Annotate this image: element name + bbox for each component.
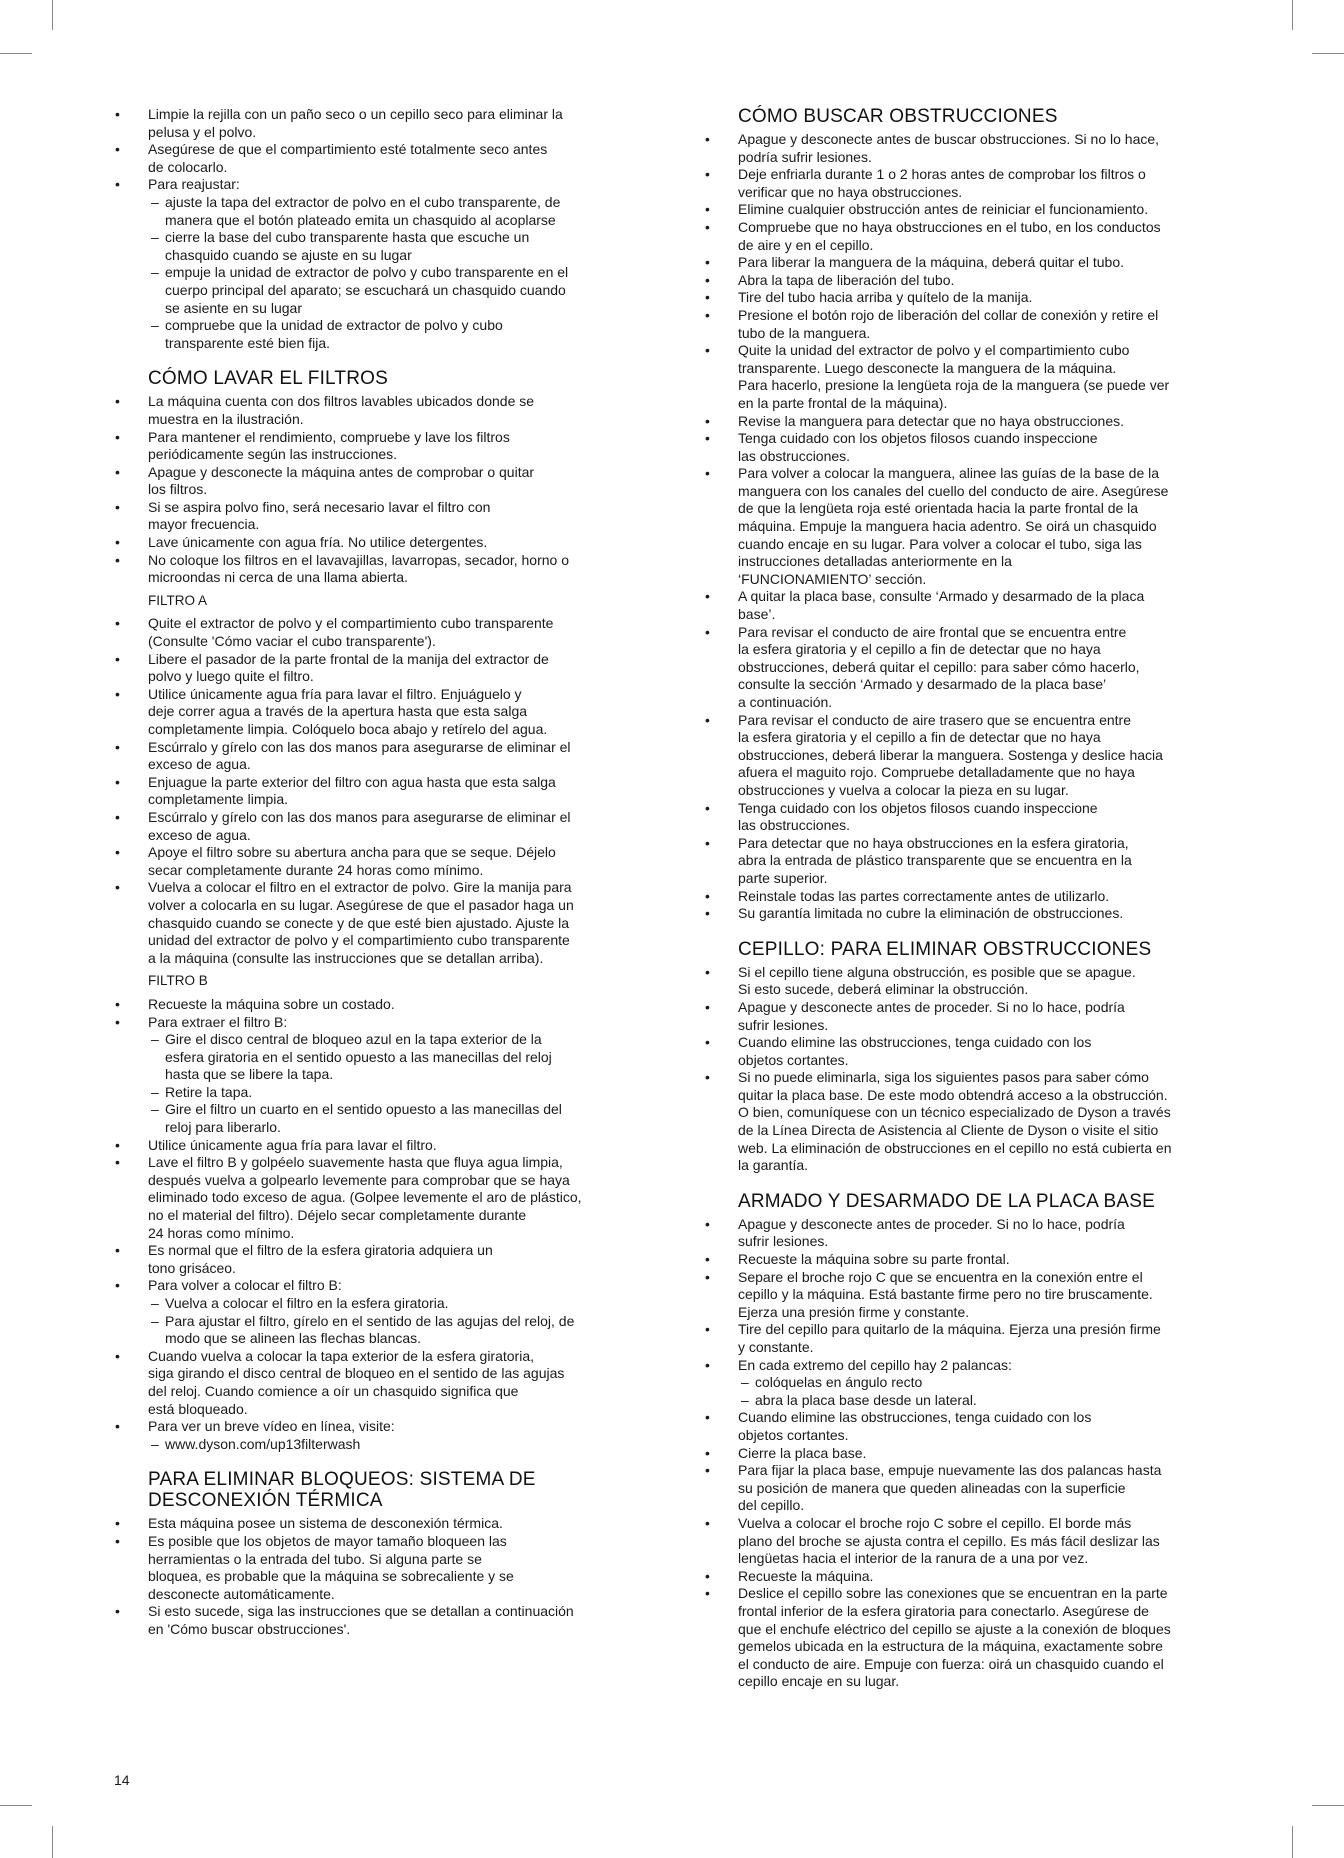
bullet-item	[115, 774, 655, 809]
bullet-item	[705, 835, 1265, 888]
left-column	[115, 106, 655, 1639]
bullet-text: Recueste la máquina sobre su parte frontal.	[738, 1251, 1010, 1268]
bullet-text: Si esto sucede, siga las instrucciones que se detallan a continuación en 'Cómo buscar obstrucciones'.	[148, 1603, 574, 1637]
bullet-icon: •	[115, 808, 120, 825]
bullet-icon: •	[115, 428, 120, 445]
sub-item	[151, 264, 655, 317]
bullet-icon: •	[705, 623, 710, 640]
bullet-icon: •	[115, 551, 120, 568]
bullet-item	[705, 272, 1265, 290]
crop-mark	[1292, 1826, 1293, 1858]
bullet-icon: •	[115, 1418, 120, 1435]
bullet-text: Apague y desconecte antes de buscar obstrucciones. Si no lo hace, podría sufrir lesiones.	[738, 131, 1160, 165]
bullet-item	[705, 1321, 1265, 1356]
bullet-text: Recueste la máquina sobre un costado.	[148, 995, 395, 1012]
bullet-icon: •	[115, 393, 120, 410]
bullet-icon: •	[705, 1321, 710, 1338]
section	[705, 939, 1265, 1175]
bullet-text: Para reajustar:	[148, 176, 240, 193]
bullet-item	[705, 905, 1265, 923]
sub-item-text: abra la placa base desde un lateral.	[755, 1391, 977, 1408]
page-number: 14	[114, 1772, 130, 1788]
bullet-item	[115, 552, 655, 587]
dash-icon: –	[151, 1101, 159, 1118]
bullet-item	[115, 1137, 655, 1155]
bullet-icon: •	[115, 738, 120, 755]
dash-icon: –	[741, 1374, 749, 1391]
sub-item-text: Retire la tapa.	[165, 1083, 253, 1100]
crop-mark	[1312, 53, 1344, 54]
bullet-text: Apoye el filtro sobre su abertura ancha para que se seque. Déjelo secar completamente durante 24 horas como mínimo.	[148, 844, 556, 878]
dash-icon: –	[151, 1312, 159, 1329]
sub-item-text: compruebe que la unidad de extractor de polvo y cubo transparente esté bien fija.	[165, 317, 503, 351]
section	[115, 368, 655, 1453]
sub-item-text: Vuelva a colocar el filtro en la esfera giratoria.	[165, 1295, 449, 1311]
subsection-label: FILTRO B	[148, 973, 208, 989]
bullet-icon: •	[705, 1069, 710, 1086]
bullet-item	[115, 809, 655, 844]
bullet-icon: •	[705, 834, 710, 851]
bullet-item	[705, 624, 1265, 712]
dash-icon: –	[741, 1391, 749, 1408]
bullet-item	[115, 686, 655, 739]
bullet-icon: •	[705, 271, 710, 288]
bullet-text: Para revisar el conducto de aire frontal que se encuentra entre la esfera giratoria y el cepillo a fin de detectar que no haya obstrucciones, deberá quitar el cepillo: para saber cómo hacerlo, consulte la sección ‘Armado y desarmado de la placa base’ a continuación.	[738, 623, 1140, 710]
crop-mark	[1312, 1805, 1344, 1806]
bullet-text: Deslice el cepillo sobre las conexiones que se encuentran en la parte frontal inferior de la esfera giratoria para conectarlo. Asegúrese de que el enchufe eléctrico del cepillo se ajuste a la conexión de bloques gemelos ubicada en la estructura de la máquina, exactamente sobre el conducto de aire. Empuje con fuerza: oirá un chasquido cuando el cepillo encaje en su lugar.	[738, 1585, 1171, 1690]
bullet-icon: •	[705, 1444, 710, 1461]
bullet-text: Tire del tubo hacia arriba y quítelo de la manija.	[738, 289, 1033, 306]
sub-item	[151, 1436, 655, 1454]
bullet-item	[705, 964, 1265, 999]
bullet-text: Utilice únicamente agua fría para lavar el filtro.	[148, 1136, 437, 1153]
sub-item	[151, 1313, 655, 1348]
bullet-item	[705, 254, 1265, 272]
bullet-item	[115, 844, 655, 879]
dash-icon: –	[151, 317, 159, 334]
section	[705, 1191, 1265, 1691]
dash-icon: –	[151, 1435, 159, 1452]
bullet-item	[115, 1533, 655, 1603]
bullet-icon: •	[705, 799, 710, 816]
bullet-item	[115, 1242, 655, 1277]
bullet-text: Para volver a colocar la manguera, alinee las guías de la base de la manguera con los canales del cuello del conducto de aire. Asegúrese de que la lengüeta roja esté orientada hacia la parte frontal de la máquina. Empuje la manguera hacia adentro. Se oirá un chasquido cuando encaje en su lugar. Para volver a colocar el tubo, siga las instrucciones detalladas anteriormente en la ‘FUNCIONAMIENTO’ sección.	[738, 465, 1169, 587]
bullet-item	[115, 534, 655, 552]
bullet-text: En cada extremo del cepillo hay 2 palancas:	[738, 1356, 1012, 1373]
bullet-icon: •	[115, 463, 120, 480]
bullet-text: Utilice únicamente agua fría para lavar el filtro. Enjuáguelo y deje correr agua a través de la apertura hasta que esta salga completamente limpia. Colóquelo boca abajo y retírelo del agua.	[148, 685, 548, 737]
bullet-text: Limpie la rejilla con un paño seco o un cepillo seco para eliminar la pelusa y el polvo.	[148, 106, 563, 140]
bullet-item	[115, 739, 655, 774]
bullet-text: Escúrralo y gírelo con las dos manos para asegurarse de eliminar el exceso de agua.	[148, 738, 571, 773]
bullet-icon: •	[115, 176, 120, 193]
dash-icon: –	[151, 264, 159, 281]
bullet-text: Su garantía limitada no cubre la eliminación de obstrucciones.	[738, 905, 1124, 922]
bullet-icon: •	[115, 534, 120, 551]
bullet-item	[705, 219, 1265, 254]
bullet-icon: •	[705, 289, 710, 306]
bullet-icon: •	[115, 879, 120, 896]
bullet-icon: •	[705, 1514, 710, 1531]
bullet-icon: •	[115, 615, 120, 632]
bullet-text: Si se aspira polvo fino, será necesario lavar el filtro con mayor frecuencia.	[148, 498, 491, 533]
bullet-icon: •	[115, 1013, 120, 1030]
bullet-item	[705, 289, 1265, 307]
bullet-text: Lave el filtro B y golpéelo suavemente hasta que fluya agua limpia, después vuelva a golpearlo levemente para comprobar que se haya eliminado todo exceso de agua. (Golpee levemente el aro de plástico, no el material del filtro). Déjelo secar completamente durante 24 horas como mínimo.	[148, 1154, 582, 1241]
bullet-item	[705, 1585, 1265, 1691]
bullet-icon: •	[115, 1242, 120, 1259]
bullet-icon: •	[115, 141, 120, 158]
bullet-text: Revise la manguera para detectar que no haya obstrucciones.	[738, 412, 1125, 429]
crop-mark	[52, 1826, 53, 1858]
section-heading: CÓMO BUSCAR OBSTRUCCIONES	[738, 106, 1058, 127]
bullet-item	[705, 588, 1265, 623]
bullet-icon: •	[115, 650, 120, 667]
bullet-text: Cuando elimine las obstrucciones, tenga cuidado con los objetos cortantes.	[738, 1034, 1092, 1068]
sub-item-text: colóquelas en ángulo recto	[755, 1374, 923, 1391]
bullet-item	[705, 1445, 1265, 1463]
section-heading: CÓMO LAVAR EL FILTROS	[148, 368, 388, 390]
sub-item-text: cierre la base del cubo transparente hasta que escuche un chasquido cuando se ajuste en su lugar	[165, 229, 530, 263]
bullet-item	[705, 131, 1265, 166]
bullet-text: Cierre la placa base.	[738, 1444, 867, 1461]
bullet-item	[115, 1348, 655, 1418]
sub-item	[151, 317, 655, 352]
sub-item-text: Gire el filtro un cuarto en el sentido opuesto a las manecillas del reloj para liberarlo.	[165, 1101, 562, 1136]
bullet-item	[705, 1568, 1265, 1586]
bullet-item	[115, 996, 655, 1014]
bullet-icon: •	[115, 1532, 120, 1549]
bullet-text: Compruebe que no haya obstrucciones en el tubo, en los conductos de aire y en el cepillo.	[738, 218, 1161, 253]
bullet-icon: •	[705, 412, 710, 429]
bullet-text: Elimine cualquier obstrucción antes de reiniciar el funcionamiento.	[738, 201, 1149, 218]
bullet-icon: •	[705, 465, 710, 482]
bullet-icon: •	[705, 588, 710, 605]
bullet-item	[705, 1462, 1265, 1515]
bullet-text: Reinstale todas las partes correctamente antes de utilizarlo.	[738, 887, 1110, 904]
bullet-text: Tenga cuidado con los objetos filosos cuando inspeccione las obstrucciones.	[738, 799, 1098, 834]
sub-item-text: Para ajustar el filtro, gírelo en el sentido de las agujas del reloj, de modo que se alineen las flechas blancas.	[165, 1312, 575, 1347]
bullet-item	[115, 393, 655, 428]
bullet-item	[115, 1277, 655, 1347]
bullet-item	[705, 888, 1265, 906]
section-heading: CEPILLO: PARA ELIMINAR OBSTRUCCIONES	[738, 938, 1152, 960]
bullet-icon: •	[705, 963, 710, 980]
section-heading: PARA ELIMINAR BLOQUEOS: SISTEMA DE DESCONEXIÓN TÉRMICA	[148, 1469, 536, 1512]
video-link[interactable]: www.dyson.com/up13filterwash	[165, 1435, 361, 1452]
bullet-item	[115, 429, 655, 464]
bullet-text: Lave únicamente con agua fría. No utilice detergentes.	[148, 534, 488, 551]
bullet-text: Asegúrese de que el compartimiento esté totalmente seco antes de colocarlo.	[148, 141, 548, 175]
bullet-item	[115, 879, 655, 967]
sub-item-text: Gire el disco central de bloqueo azul en la tapa exterior de la esfera giratoria en el sentido opuesto a las manecillas del reloj hasta que se libere la tapa.	[165, 1031, 552, 1083]
bullet-text: Si no puede eliminarla, siga los siguientes pasos para saber cómo quitar la placa base. De este modo obtendrá acceso a la obstrucción. O bien, comuníquese con un técnico especializado de Dyson a través de la Línea Directa de Asistencia al Cliente de Dyson o visite el sitio web. La eliminación de obstrucciones en el cepillo no está cubierta en la garantía.	[738, 1069, 1172, 1174]
dash-icon: –	[151, 1295, 159, 1311]
bullet-text: Recueste la máquina.	[738, 1567, 874, 1584]
bullet-text: La máquina cuenta con dos filtros lavables ubicados donde se muestra en la ilustración.	[148, 393, 535, 427]
section	[705, 106, 1265, 923]
bullet-icon: •	[705, 1462, 710, 1479]
sub-item-text: empuje la unidad de extractor de polvo y cubo transparente en el cuerpo principal del aparato; se escuchará un chasquido cuando se asiente en su lugar	[165, 264, 569, 316]
bullet-text: Para ver un breve vídeo en línea, visite:	[148, 1418, 395, 1435]
bullet-icon: •	[705, 998, 710, 1015]
bullet-text: Abra la tapa de liberación del tubo.	[738, 271, 955, 288]
bullet-text: Vuelva a colocar el broche rojo C sobre el cepillo. El borde más plano del broche se ajusta contra el cepillo. Es más fácil deslizar las lengüetas hacia el interior de la ranura de a una por vez.	[738, 1514, 1160, 1567]
sub-item	[741, 1392, 1265, 1410]
bullet-text: Tire del cepillo para quitarlo de la máquina. Ejerza una presión firme y constante.	[738, 1321, 1161, 1355]
dash-icon: –	[151, 1031, 159, 1048]
crop-mark	[52, 0, 53, 30]
bullet-icon: •	[705, 1585, 710, 1602]
bullet-item	[115, 651, 655, 686]
bullet-text: Apague y desconecte antes de proceder. Si no lo hace, podría sufrir lesiones.	[738, 1215, 1125, 1250]
bullet-text: Para fijar la placa base, empuje nuevamente las dos palancas hasta su posición de manera que queden alineadas con la superficie del cepillo.	[738, 1462, 1162, 1514]
bullet-item	[115, 1603, 655, 1638]
bullet-item	[115, 499, 655, 534]
bullet-icon: •	[705, 1034, 710, 1051]
crop-mark	[0, 53, 32, 54]
bullet-text: Presione el botón rojo de liberación del collar de conexión y retire el tubo de la manguera.	[738, 306, 1159, 341]
bullet-text: Enjuague la parte exterior del filtro con agua hasta que esta salga completamente limpia.	[148, 773, 556, 808]
dash-icon: –	[151, 229, 159, 246]
bullet-item	[115, 1154, 655, 1242]
bullet-icon: •	[705, 430, 710, 447]
bullet-item	[705, 342, 1265, 412]
bullet-item	[705, 1034, 1265, 1069]
bullet-icon: •	[705, 1215, 710, 1232]
bullet-text: Apague y desconecte antes de proceder. Si no lo hace, podría sufrir lesiones.	[738, 998, 1125, 1033]
bullet-text: Para revisar el conducto de aire trasero que se encuentra entre la esfera giratoria y el cepillo a fin de detectar que no haya obstrucciones, deberá liberar la manguera. Sostenga y deslice hacia afuera el maguito rojo. Compruebe detalladamente que no haya obstrucciones y vuelva a colocar la pieza en su lugar.	[738, 711, 1163, 798]
bullet-icon: •	[115, 1277, 120, 1294]
bullet-text: Cuando vuelva a colocar la tapa exterior de la esfera giratoria, siga girando el disco central de bloqueo en el sentido de las agujas del reloj. Cuando comience a oír un chasquido significa que está bloqueado.	[148, 1347, 565, 1417]
bullet-icon: •	[705, 201, 710, 218]
bullet-text: Quite el extractor de polvo y el compartimiento cubo transparente (Consulte 'Cómo vaciar el cubo transparente').	[148, 615, 554, 650]
bullet-item	[705, 465, 1265, 588]
bullet-icon: •	[705, 342, 710, 359]
dash-icon: –	[151, 1083, 159, 1100]
bullet-icon: •	[705, 1409, 710, 1426]
crop-mark	[0, 1805, 32, 1806]
bullet-icon: •	[705, 1251, 710, 1268]
bullet-item	[705, 999, 1265, 1034]
bullet-item	[705, 1216, 1265, 1251]
bullet-text: Quite la unidad del extractor de polvo y el compartimiento cubo transparente. Luego desconecte la manguera de la máquina. Para hacerlo, presione la lengüeta roja de la manguera (se puede ver en la parte frontal de la máquina).	[738, 342, 1170, 411]
bullet-icon: •	[705, 218, 710, 235]
bullet-item	[115, 1418, 655, 1453]
bullet-icon: •	[115, 106, 120, 122]
bullet-item	[705, 1357, 1265, 1410]
bullet-item	[705, 1069, 1265, 1175]
bullet-item	[115, 464, 655, 499]
bullet-text: Para mantener el rendimiento, compruebe y lave los filtros periódicamente según las instrucciones.	[148, 428, 510, 463]
sub-item	[741, 1374, 1265, 1392]
bullet-icon: •	[705, 1268, 710, 1285]
bullet-icon: •	[705, 306, 710, 323]
bullet-text: Deje enfriarla durante 1 o 2 horas antes de comprobar los filtros o verificar que no haya obstrucciones.	[738, 166, 1146, 200]
section-heading: ARMADO Y DESARMADO DE LA PLACA BASE	[738, 1190, 1156, 1212]
bullet-text: Cuando elimine las obstrucciones, tenga cuidado con los objetos cortantes.	[738, 1409, 1092, 1443]
bullet-icon: •	[115, 844, 120, 861]
crop-mark	[1292, 0, 1293, 30]
bullet-icon: •	[705, 711, 710, 728]
bullet-item	[705, 1269, 1265, 1322]
bullet-icon: •	[115, 1347, 120, 1364]
bullet-text: Para detectar que no haya obstrucciones en la esfera giratoria, abra la entrada de plástico transparente que se encuentra en la parte superior.	[738, 834, 1132, 886]
bullet-text: Tenga cuidado con los objetos filosos cuando inspeccione las obstrucciones.	[738, 430, 1098, 464]
bullet-text: A quitar la placa base, consulte ‘Armado y desarmado de la placa base’.	[738, 588, 1145, 623]
bullet-icon: •	[115, 685, 120, 702]
bullet-item	[115, 615, 655, 650]
bullet-icon: •	[115, 1515, 120, 1532]
bullet-icon: •	[705, 166, 710, 183]
bullet-text: Para extraer el filtro B:	[148, 1013, 288, 1030]
bullet-text: Escúrralo y gírelo con las dos manos para asegurarse de eliminar el exceso de agua.	[148, 808, 571, 843]
bullet-icon: •	[705, 1567, 710, 1584]
bullet-item	[705, 166, 1265, 201]
dash-icon: –	[151, 193, 159, 210]
section	[115, 1469, 655, 1638]
bullet-item	[705, 1251, 1265, 1269]
bullet-item	[705, 307, 1265, 342]
sub-item	[151, 229, 655, 264]
bullet-item	[705, 712, 1265, 800]
bullet-item	[115, 1014, 655, 1137]
bullet-icon: •	[705, 1356, 710, 1373]
bullet-icon: •	[705, 254, 710, 271]
bullet-text: Vuelva a colocar el filtro en el extractor de polvo. Gire la manija para volver a colocarla en su lugar. Asegúrese de que el pasador haga un chasquido cuando se conecte y de que esté bien ajustado. Ajuste la unidad del extractor de polvo y el compartimiento cubo transparente a la máquina (consulte las instrucciones que se detallan arriba).	[148, 879, 574, 966]
bullet-text: Para volver a colocar el filtro B:	[148, 1277, 342, 1294]
right-column	[705, 106, 1265, 1691]
bullet-icon: •	[705, 131, 710, 147]
bullet-icon: •	[115, 1154, 120, 1171]
bullet-text: No coloque los filtros en el lavavajillas, lavarropas, secador, horno o microondas ni cerca de una llama abierta.	[148, 551, 570, 586]
bullet-icon: •	[115, 773, 120, 790]
bullet-item	[705, 1515, 1265, 1568]
bullet-item	[705, 430, 1265, 465]
bullet-icon: •	[115, 1136, 120, 1153]
sub-item	[151, 1295, 655, 1313]
bullet-item	[115, 106, 655, 141]
bullet-text: Si el cepillo tiene alguna obstrucción, es posible que se apague. Si esto sucede, deberá eliminar la obstrucción.	[738, 963, 1136, 998]
sub-item	[151, 1101, 655, 1136]
bullet-item	[705, 201, 1265, 219]
bullet-text: Esta máquina posee un sistema de desconexión térmica.	[148, 1515, 503, 1532]
bullet-item	[115, 176, 655, 352]
bullet-item	[115, 141, 655, 176]
bullet-icon: •	[115, 995, 120, 1012]
bullet-item	[705, 413, 1265, 431]
bullet-icon: •	[115, 1603, 120, 1620]
bullet-icon: •	[705, 905, 710, 922]
bullet-text: Es posible que los objetos de mayor tamaño bloqueen las herramientas o la entrada del tubo. Si alguna parte se bloquea, es probable que la máquina se sobrecaliente y se desconecte automáticamente.	[148, 1532, 514, 1602]
bullet-icon: •	[115, 498, 120, 515]
bullet-item	[115, 1515, 655, 1533]
sub-item	[151, 194, 655, 229]
sub-item	[151, 1031, 655, 1084]
bullet-text: Es normal que el filtro de la esfera giratoria adquiera un tono grisáceo.	[148, 1242, 493, 1276]
bullet-text: Libere el pasador de la parte frontal de la manija del extractor de polvo y luego quite el filtro.	[148, 650, 549, 685]
sub-item-text: ajuste la tapa del extractor de polvo en el cubo transparente, de manera que el botón plateado emita un chasquido al acoplarse	[165, 193, 561, 228]
bullet-icon: •	[705, 887, 710, 904]
subsection-label: FILTRO A	[148, 592, 208, 608]
bullet-item	[705, 1409, 1265, 1444]
section	[115, 106, 655, 352]
bullet-text: Apague y desconecte la máquina antes de comprobar o quitar los filtros.	[148, 463, 535, 498]
bullet-text: Para liberar la manguera de la máquina, deberá quitar el tubo.	[738, 254, 1125, 271]
sub-item	[151, 1084, 655, 1102]
bullet-text: Separe el broche rojo C que se encuentra en la conexión entre el cepillo y la máquina. Está bastante firme pero no tire bruscamente. Ejerza una presión firme y constante.	[738, 1268, 1153, 1320]
bullet-item	[705, 800, 1265, 835]
